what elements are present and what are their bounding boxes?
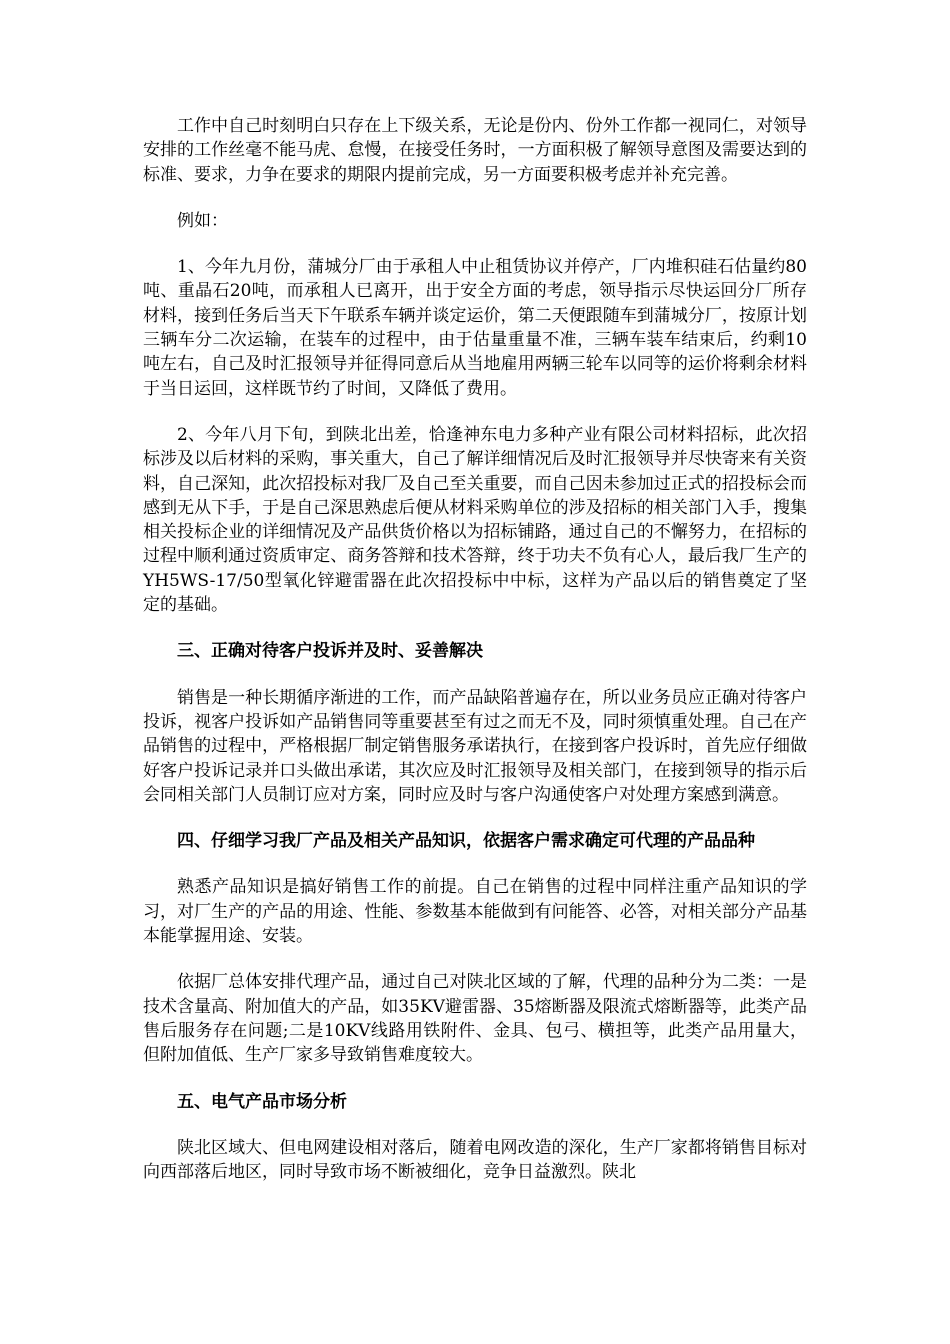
paragraph: 陕北区域大、但电网建设相对落后，随着电网改造的深化，生产厂家都将销售目标对向西部落后地区，同时导致市场不断被细化，竞争日益激烈。陕北 xyxy=(143,1137,807,1183)
paragraph: 熟悉产品知识是搞好销售工作的前提。自己在销售的过程中同样注重产品知识的学习，对厂生产的产品的用途、性能、参数基本能做到有问能答、必答，对相关部分产品基本能掌握用途、安装。 xyxy=(143,877,807,947)
section-heading: 五、电气产品市场分析 xyxy=(177,1091,347,1112)
paragraph: 例如： xyxy=(177,210,228,231)
section-heading: 四、仔细学习我厂产品及相关产品知识，依据客户需求确定可代理的产品品种 xyxy=(177,831,755,852)
paragraph: 1、今年九月份，蒲城分厂由于承租人中止租赁协议并停产，厂内堆积硅石估量约80吨、重晶石20吨，而承租人已离开，出于安全方面的考虑，领导指示尽快运回分厂所存材料，接到任务后当天下午联系车辆并谈定运价，第二天便跟随车到蒲城分厂，按原计划三辆车分二次运输，在装车的过程中，由于估量重量不准，三辆车装车结束后，约剩10吨左右，自己及时汇报领导并征得同意后从当地雇用两辆三轮车以同等的运价将剩余材料于当日运回，这样既节约了时间，又降低了费用。 xyxy=(143,257,807,399)
paragraph: 依据厂总体安排代理产品，通过自己对陕北区域的了解，代理的品种分为二类：一是技术含量高、附加值大的产品，如35KV避雷器、35熔断器及限流式熔断器等，此类产品售后服务存在问题;二是10KV线路用铁附件、金具、包弓、横担等，此类产品用量大，但附加值低、生产厂家多导致销售难度较大。 xyxy=(143,972,807,1066)
document-page xyxy=(143,114,807,1206)
paragraph: 2、今年八月下旬，到陕北出差，恰逢神东电力多种产业有限公司材料招标，此次招标涉及以后材料的采购，事关重大，自己了解详细情况后及时汇报领导并尽快寄来有关资料，自己深知，此次招投标对我厂及自己至关重要，而自己因未参加过正式的招投标会而感到无从下手，于是自己深思熟虑后便从材料采购单位的涉及招标的相关部门入手，搜集相关投标企业的详细情况及产品供货价格以为招标铺路，通过自己的不懈努力，在招标的过程中顺利通过资质审定、商务答辩和技术答辩，终于功夫不负有心人，最后我厂生产的YH5WS-17/50型氧化锌避雷器在此次招投标中中标，这样为产品以后的销售奠定了坚定的基础。 xyxy=(143,424,807,616)
paragraph: 销售是一种长期循序渐进的工作，而产品缺陷普遍存在，所以业务员应正确对待客户投诉，视客户投诉如产品销售同等重要甚至有过之而无不及，同时须慎重处理。自己在产品销售的过程中，严格根据厂制定销售服务承诺执行，在接到客户投诉时，首先应仔细做好客户投诉记录并口头做出承诺，其次应及时汇报领导及相关部门，在接到领导的指示后会同相关部门人员制订应对方案，同时应及时与客户沟通使客户对处理方案感到满意。 xyxy=(143,687,807,805)
section-heading: 三、正确对待客户投诉并及时、妥善解决 xyxy=(177,641,483,662)
paragraph: 工作中自己时刻明白只存在上下级关系，无论是份内、份外工作都一视同仁，对领导安排的工作丝毫不能马虎、怠慢，在接受任务时，一方面积极了解领导意图及需要达到的标准、要求，力争在要求的期限内提前完成，另一方面要积极考虑并补充完善。 xyxy=(143,116,807,185)
